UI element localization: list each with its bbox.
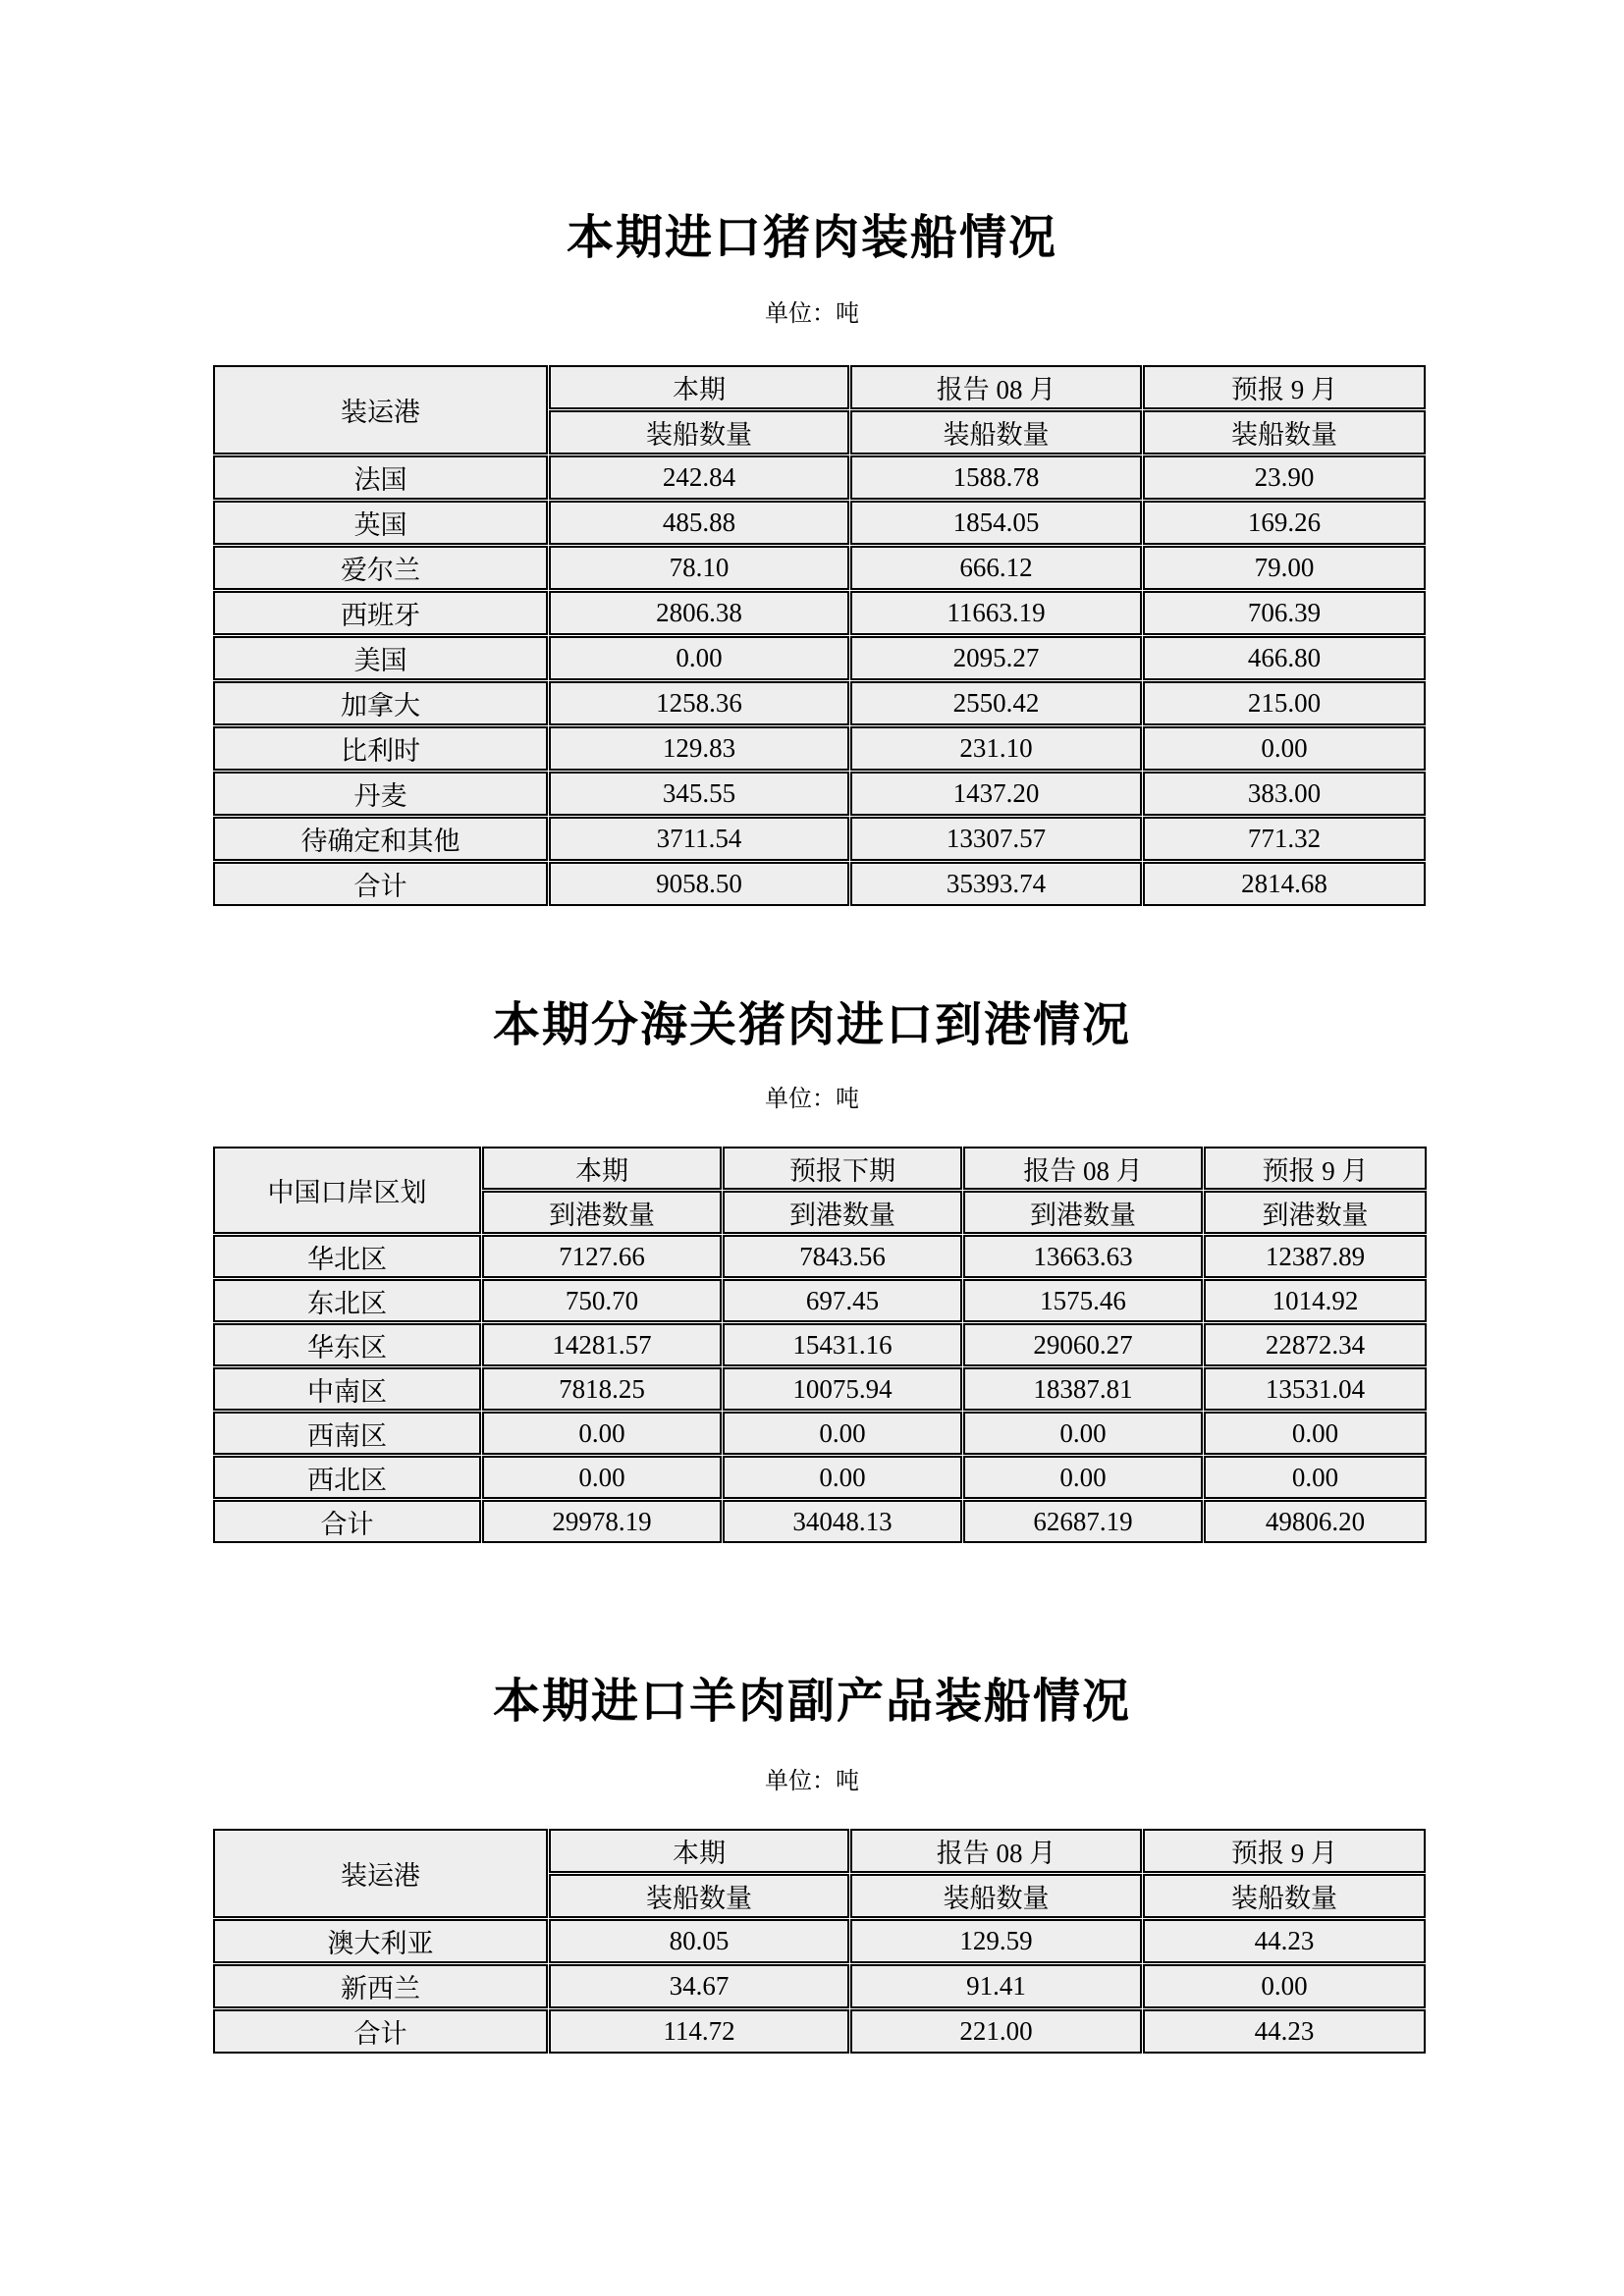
value-cell: 13531.04 [1204, 1367, 1427, 1411]
value-cell: 7127.66 [482, 1235, 722, 1278]
row-label-cell: 加拿大 [213, 681, 548, 725]
value-cell: 44.23 [1143, 2009, 1426, 2054]
table-row [213, 772, 1426, 816]
value-cell: 221.00 [850, 2009, 1142, 2054]
period-header-cell: 预报 9 月 [1204, 1147, 1427, 1190]
value-cell: 697.45 [723, 1279, 962, 1322]
row-label-cell: 丹麦 [213, 772, 548, 816]
value-cell: 7843.56 [723, 1235, 962, 1278]
value-cell: 485.88 [549, 501, 849, 545]
row-label-cell: 比利时 [213, 726, 548, 771]
measure-header-cell: 到港数量 [723, 1191, 962, 1234]
value-cell: 1437.20 [850, 772, 1142, 816]
row-label-cell: 法国 [213, 455, 548, 500]
value-cell: 750.70 [482, 1279, 722, 1322]
value-cell: 666.12 [850, 546, 1142, 590]
table-row [213, 455, 1426, 500]
period-header-cell: 报告 08 月 [850, 1829, 1142, 1873]
value-cell: 49806.20 [1204, 1500, 1427, 1543]
table-row [213, 591, 1426, 635]
value-cell: 2550.42 [850, 681, 1142, 725]
value-cell: 80.05 [549, 1919, 849, 1963]
row-label-cell: 中南区 [213, 1367, 481, 1411]
value-cell: 91.41 [850, 1964, 1142, 2008]
value-cell: 0.00 [723, 1456, 962, 1499]
table-row [213, 817, 1426, 861]
value-cell: 2814.68 [1143, 862, 1426, 906]
row-label-cell: 西班牙 [213, 591, 548, 635]
value-cell: 0.00 [963, 1456, 1203, 1499]
period-header-cell: 本期 [482, 1147, 722, 1190]
value-cell: 0.00 [963, 1412, 1203, 1455]
table-row [213, 681, 1426, 725]
corner-header-cell: 装运港 [213, 365, 548, 454]
value-cell: 2095.27 [850, 636, 1142, 680]
value-cell: 0.00 [549, 636, 849, 680]
section-title-lamb-byproduct-shipment: 本期进口羊肉副产品装船情况 [492, 1676, 1131, 1728]
value-cell: 78.10 [549, 546, 849, 590]
table-row [213, 1279, 1427, 1322]
row-label-cell: 待确定和其他 [213, 817, 548, 861]
value-cell: 1258.36 [549, 681, 849, 725]
value-cell: 7818.25 [482, 1367, 722, 1411]
table-row [213, 1919, 1426, 1963]
value-cell: 0.00 [1143, 726, 1426, 771]
value-cell: 9058.50 [549, 862, 849, 906]
period-header-cell: 本期 [549, 1829, 849, 1873]
row-label-cell: 澳大利亚 [213, 1919, 548, 1963]
measure-header-cell: 到港数量 [1204, 1191, 1427, 1234]
value-cell: 12387.89 [1204, 1235, 1427, 1278]
value-cell: 22872.34 [1204, 1323, 1427, 1366]
measure-header-cell: 装船数量 [1143, 410, 1426, 454]
unit-label: 单位：吨 [765, 301, 859, 327]
value-cell: 242.84 [549, 455, 849, 500]
period-header-cell: 报告 08 月 [850, 365, 1142, 409]
row-label-cell: 合计 [213, 2009, 548, 2054]
total-row [213, 862, 1426, 906]
row-label-cell: 爱尔兰 [213, 546, 548, 590]
value-cell: 706.39 [1143, 591, 1426, 635]
section-title-pork-shipment: 本期进口猪肉装船情况 [566, 212, 1057, 264]
total-row [213, 1500, 1427, 1543]
period-header-cell: 本期 [549, 365, 849, 409]
value-cell: 18387.81 [963, 1367, 1203, 1411]
pork-arrival-table [212, 1146, 1428, 1544]
value-cell: 0.00 [482, 1456, 722, 1499]
row-label-cell: 华北区 [213, 1235, 481, 1278]
table-row [213, 1412, 1427, 1455]
value-cell: 11663.19 [850, 591, 1142, 635]
table-row [213, 636, 1426, 680]
value-cell: 35393.74 [850, 862, 1142, 906]
value-cell: 23.90 [1143, 455, 1426, 500]
measure-header-cell: 到港数量 [963, 1191, 1203, 1234]
value-cell: 14281.57 [482, 1323, 722, 1366]
corner-header-cell: 装运港 [213, 1829, 548, 1918]
measure-header-cell: 装船数量 [850, 410, 1142, 454]
section-title-pork-arrival: 本期分海关猪肉进口到港情况 [492, 999, 1131, 1051]
value-cell: 129.83 [549, 726, 849, 771]
row-label-cell: 华东区 [213, 1323, 481, 1366]
table-row [213, 1456, 1427, 1499]
period-header-cell: 报告 08 月 [963, 1147, 1203, 1190]
row-label-cell: 英国 [213, 501, 548, 545]
table-row [213, 1323, 1427, 1366]
row-label-cell: 新西兰 [213, 1964, 548, 2008]
value-cell: 29978.19 [482, 1500, 722, 1543]
value-cell: 1854.05 [850, 501, 1142, 545]
value-cell: 34.67 [549, 1964, 849, 2008]
value-cell: 114.72 [549, 2009, 849, 2054]
total-row [213, 2009, 1426, 2054]
period-header-cell: 预报 9 月 [1143, 365, 1426, 409]
value-cell: 169.26 [1143, 501, 1426, 545]
lamb-byproduct-shipment-table [212, 1828, 1427, 2055]
value-cell: 13663.63 [963, 1235, 1203, 1278]
value-cell: 771.32 [1143, 817, 1426, 861]
unit-label: 单位：吨 [765, 1769, 859, 1794]
measure-header-cell: 装船数量 [850, 1874, 1142, 1918]
value-cell: 0.00 [1204, 1412, 1427, 1455]
value-cell: 79.00 [1143, 546, 1426, 590]
table-row [213, 1235, 1427, 1278]
table-row [213, 501, 1426, 545]
value-cell: 29060.27 [963, 1323, 1203, 1366]
row-label-cell: 东北区 [213, 1279, 481, 1322]
value-cell: 0.00 [723, 1412, 962, 1455]
value-cell: 383.00 [1143, 772, 1426, 816]
row-label-cell: 西北区 [213, 1456, 481, 1499]
value-cell: 345.55 [549, 772, 849, 816]
value-cell: 0.00 [1204, 1456, 1427, 1499]
table-row [213, 1964, 1426, 2008]
header-row-periods [213, 1829, 1426, 1873]
header-row-periods [213, 365, 1426, 409]
value-cell: 13307.57 [850, 817, 1142, 861]
value-cell: 0.00 [482, 1412, 722, 1455]
period-header-cell: 预报下期 [723, 1147, 962, 1190]
pork-shipment-table [212, 364, 1427, 907]
period-header-cell: 预报 9 月 [1143, 1829, 1426, 1873]
table-row [213, 1367, 1427, 1411]
corner-header-cell: 中国口岸区划 [213, 1147, 481, 1234]
value-cell: 62687.19 [963, 1500, 1203, 1543]
value-cell: 15431.16 [723, 1323, 962, 1366]
value-cell: 10075.94 [723, 1367, 962, 1411]
value-cell: 1014.92 [1204, 1279, 1427, 1322]
value-cell: 1588.78 [850, 455, 1142, 500]
value-cell: 1575.46 [963, 1279, 1203, 1322]
row-label-cell: 合计 [213, 1500, 481, 1543]
table-row [213, 546, 1426, 590]
measure-header-cell: 装船数量 [549, 410, 849, 454]
value-cell: 466.80 [1143, 636, 1426, 680]
value-cell: 0.00 [1143, 1964, 1426, 2008]
value-cell: 3711.54 [549, 817, 849, 861]
row-label-cell: 美国 [213, 636, 548, 680]
measure-header-cell: 装船数量 [549, 1874, 849, 1918]
value-cell: 44.23 [1143, 1919, 1426, 1963]
value-cell: 215.00 [1143, 681, 1426, 725]
unit-label: 单位：吨 [765, 1087, 859, 1112]
row-label-cell: 西南区 [213, 1412, 481, 1455]
value-cell: 231.10 [850, 726, 1142, 771]
table-row [213, 726, 1426, 771]
value-cell: 2806.38 [549, 591, 849, 635]
measure-header-cell: 到港数量 [482, 1191, 722, 1234]
row-label-cell: 合计 [213, 862, 548, 906]
measure-header-cell: 装船数量 [1143, 1874, 1426, 1918]
value-cell: 129.59 [850, 1919, 1142, 1963]
value-cell: 34048.13 [723, 1500, 962, 1543]
header-row-periods [213, 1147, 1427, 1190]
